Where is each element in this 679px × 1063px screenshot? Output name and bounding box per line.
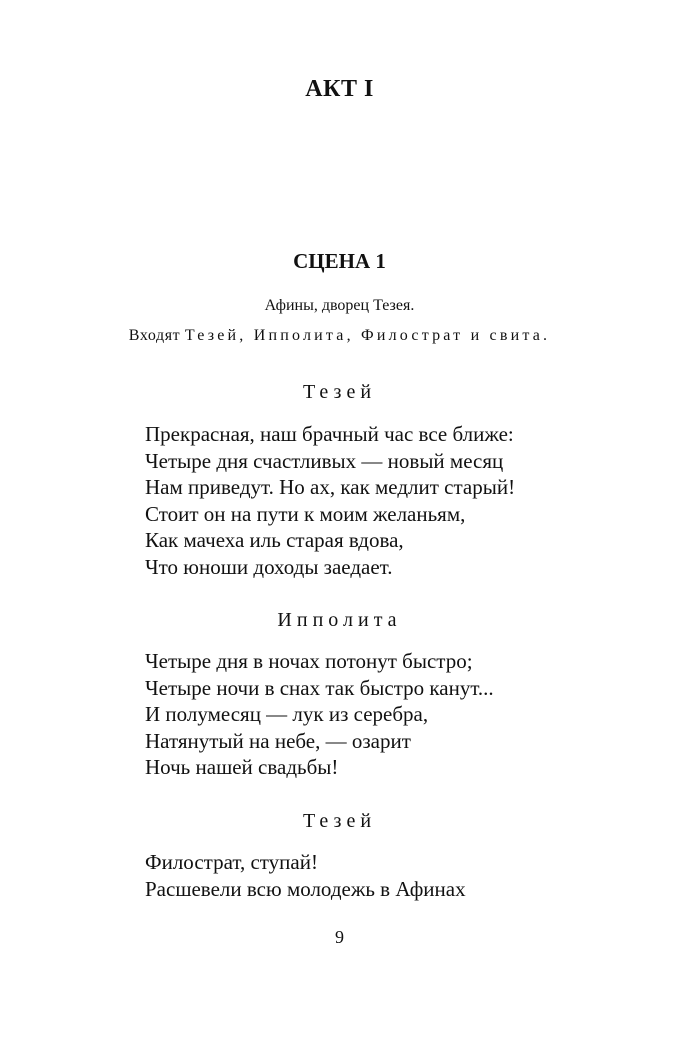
stage-direction-place: Афины, дворец Тезея. [264,297,415,314]
verse-line: Натянутый на небе, — озарит [145,728,411,753]
act-title: АКТ I [305,76,374,102]
verse-line: Четыре дня в ночах потонут быстро; [145,649,473,673]
speaker-name: Ипполита [277,609,402,631]
verse-block [145,849,645,902]
enter-characters: Тезей, Ипполита, Филострат и свита. [184,327,551,344]
verse-line: Что юноши доходы заедает. [145,554,393,579]
verse-line: Как мачеха иль старая вдова, [145,528,404,552]
verse-line: Филострат, ступай! [145,850,318,874]
verse-line: Нам приведут. Но ах, как медлит старый! [145,475,516,499]
verse-line: Четыре ночи в снах так быстро канут... [145,675,494,700]
verse-block [145,648,645,781]
stage-direction-enter [0,327,679,345]
enter-prefix: Входят [128,327,181,344]
verse-line: И полумесяц — лук из серебра, [145,702,429,726]
verse-line: Расшевели всю молодежь в Афинах [145,876,466,901]
verse-line: Ночь нашей свадьбы! [145,755,339,779]
verse-line: Четыре дня счастливых — новый месяц [145,448,504,473]
verse-line: Прекрасная, наш брачный час все ближе: [145,422,514,446]
speaker-name: Тезей [302,810,377,832]
verse-block [145,421,645,580]
scene-title: СЦЕНА 1 [293,249,386,273]
page-number: 9 [335,927,344,947]
speaker-name: Тезей [302,381,377,403]
verse-line: Стоит он на пути к моим желаньям, [145,501,466,526]
